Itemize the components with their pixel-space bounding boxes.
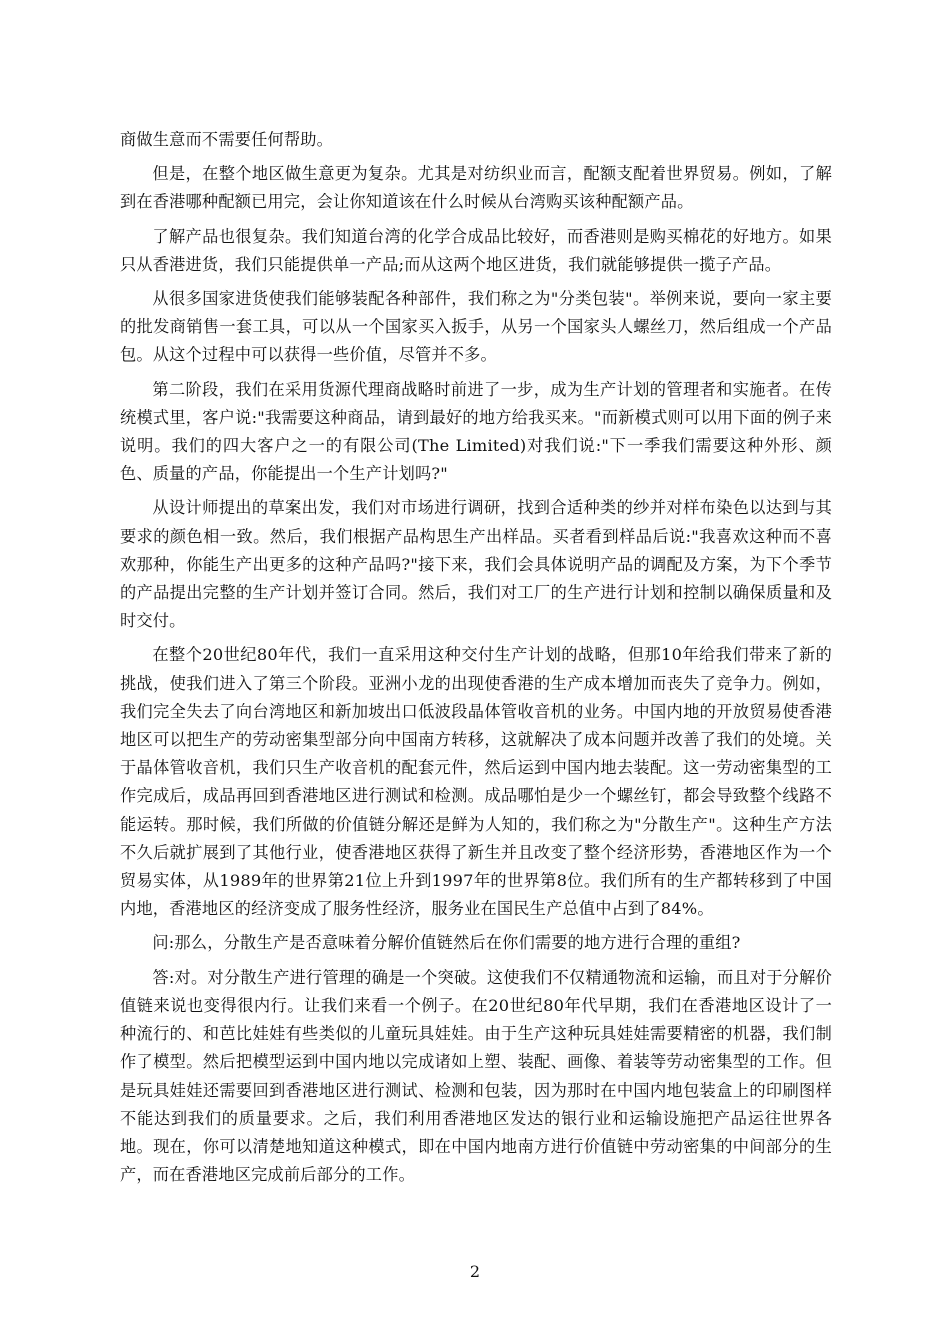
paragraph-1: 商做生意而不需要任何帮助。 — [120, 130, 334, 149]
paragraph-8: 问:那么，分散生产是否意味着分解价值链然后在你们需要的地方进行合理的重组? — [152, 933, 741, 953]
paragraph-9: 答:对。对分散生产进行管理的确是一个突破。这使我们不仅精通物流和运输，而且对于分解价值链来说也变得很内行。让我们来看一个例子。在20世纪80年代早期，我们在香港地区设计了一种流行的、和芭比娃娃有些类似的儿童玩具娃娃。由于生产这种玩具娃娃需要精密的机器，我们制作了模型。然后把模型运到中国内地以完成诸如上塑、装配、画像、着装等劳动密集型的工作。但是玩具娃娃还需要回到香港地区进行测试、检测和包装，因为那时在中国内地包装盒上的印刷图样不能达到我们的质量要求。之后，我们利用香港地区发达的银行业和运输设施把产品运往世界各地。现在，你可以清楚地知道这种模式，即在中国内地南方进行价值链中劳动密集的中间部分的生产，而在香港地区完成前后部分的工作。 — [120, 967, 832, 1185]
paragraph-3: 了解产品也很复杂。我们知道台湾的化学合成品比较好，而香港则是购买棉花的好地方。如果只从香港进货，我们只能提供单一产品;而从这两个地区进货，我们就能够提供一揽子产品。 — [120, 226, 832, 274]
body-text — [120, 126, 832, 1195]
paragraph-2: 但是，在整个地区做生意更为复杂。尤其是对纺织业而言，配额支配着世界贸易。例如，了解到在香港哪种配额已用完，会让你知道该在什么时候从台湾购买该种配额产品。 — [120, 164, 832, 212]
page-number: 2 — [469, 1262, 481, 1281]
paragraph-5: 第二阶段，我们在采用货源代理商战略时前进了一步，成为生产计划的管理者和实施者。在传统模式里，客户说:"我需要这种商品，请到最好的地方给我买来。"而新模式则可以用下面的例子来说明。我们的四大客户之一的有限公司(The Limited)对我们说:"下一季我们需要这种外形、颜色、质量的产品，你能提出一个生产计划吗?" — [120, 379, 832, 484]
paragraph-7: 在整个20世纪80年代，我们一直采用这种交付生产计划的战略，但那10年给我们带来了新的挑战，使我们进入了第三个阶段。亚洲小龙的出现使香港的生产成本增加而丧失了竞争力。例如，我们完全失去了向台湾地区和新加坡出口低波段晶体管收音机的业务。中国内地的开放贸易使香港地区可以把生产的劳动密集型部分向中国南方转移，这就解决了成本问题并改善了我们的处境。关于晶体管收音机，我们只生产收音机的配套元件，然后运到中国内地去装配。这一劳动密集型的工作完成后，成品再回到香港地区进行测试和检测。成品哪怕是少一个螺丝钉，都会导致整个线路不能运转。那时候，我们所做的价值链分解还是鲜为人知的，我们称之为"分散生产"。这种生产方法不久后就扩展到了其他行业，使香港地区获得了新生并且改变了整个经济形势，香港地区作为一个贸易实体，从1989年的世界第21位上升到1997年的世界第8位。我们所有的生产都转移到了中国内地，香港地区的经济变成了服务性经济，服务业在国民生产总值中占到了84%。 — [120, 645, 832, 919]
paragraph-4: 从很多国家进货使我们能够装配各种部件，我们称之为"分类包装"。举例来说，要向一家主要的批发商销售一套工具，可以从一个国家买入扳手，从另一个国家头人螺丝刀，然后组成一个产品包。从这个过程中可以获得一些价值，尽管并不多。 — [120, 289, 832, 365]
paragraph-6: 从设计师提出的草案出发，我们对市场进行调研，找到合适种类的纱并对样布染色以达到与其要求的颜色相一致。然后，我们根据产品构思生产出样品。买者看到样品后说:"我喜欢这种而不喜欢那种，你能生产出更多的这种产品吗?"接下来，我们会具体说明产品的调配及方案，为下个季节的产品提出完整的生产计划并签订合同。然后，我们对工厂的生产进行计划和控制以确保质量和及时交付。 — [120, 498, 832, 631]
